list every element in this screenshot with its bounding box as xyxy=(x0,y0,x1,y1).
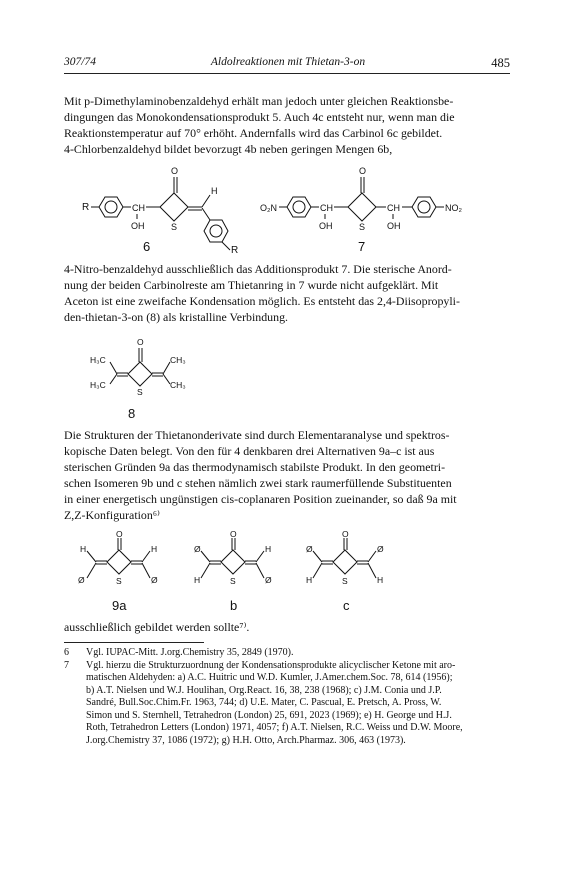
oh-label: OH xyxy=(131,221,145,231)
s-label: S xyxy=(137,387,143,397)
oh-label: OH xyxy=(319,221,333,231)
o-label: O xyxy=(342,530,349,539)
o-label: O xyxy=(116,530,123,539)
text-line: Aceton ist eine zweifache Kondensation möglich. Es entsteht das 2,4-Diisopropyli- xyxy=(64,294,460,308)
paragraph-3 xyxy=(64,427,514,523)
footnote-text: Sandré, Bull.Soc.Chim.Fr. 1963, 744; d) U.E. Mater, C. Pascual, E. Pretsch, A. Pross, W. xyxy=(86,697,442,708)
phenyl-label: Ø xyxy=(265,575,272,585)
header-rule xyxy=(64,73,510,74)
methyl-label: CH₃ xyxy=(170,380,186,390)
structure-8 xyxy=(90,336,200,400)
text-line: Reaktionstemperatur auf 70° erhöht. Andernfalls wird das Carbinol 6c gebildet. xyxy=(64,126,443,140)
h-label: H xyxy=(211,186,218,196)
text-line: ausschließlich gebildet werden sollte⁷⁾. xyxy=(64,620,250,634)
s-label: S xyxy=(171,222,178,232)
paragraph-2 xyxy=(64,261,514,325)
ch-label: CH xyxy=(387,203,400,213)
h-label: H xyxy=(265,544,272,554)
footnote-text: b) A.T. Nielsen und W.J. Houlihan, Org.React. 16, 38, 238 (1968); c) J.M. Conia und J.P. xyxy=(86,684,442,696)
s-label: S xyxy=(342,576,348,586)
text-line: schen Isomeren 9b und c stehen nämlich zwei stark raumerfüllende Substituenten xyxy=(64,476,452,490)
h-label: H xyxy=(194,575,201,585)
footnote-text: Simon und S. Sternhell, Tetrahedron (London) 25, 691, 2023 (1969); e) H. George und H.J. xyxy=(86,709,452,721)
compound-7 xyxy=(260,166,463,232)
compound-6 xyxy=(82,166,238,256)
text-line: Z,Z-Konfiguration⁶⁾ xyxy=(64,508,160,522)
compound-label-7: 7 xyxy=(358,239,366,254)
isomer-9a xyxy=(78,530,158,586)
phenyl-label: Ø xyxy=(377,544,384,554)
phenyl-label: Ø xyxy=(194,544,201,554)
footnotes xyxy=(64,647,514,747)
phenyl-label: Ø xyxy=(151,575,158,585)
text-line: in einer energetisch ungünstigen cis-coplanaren Position zueinander, so daß 9a mit xyxy=(64,492,457,506)
text-line: nung der beiden Carbinolreste am Thietanring in 7 wurde nicht aufgeklärt. Mit xyxy=(64,278,439,292)
h-label: H xyxy=(377,575,384,585)
isomer-9b xyxy=(194,530,272,586)
h-label: H xyxy=(306,575,313,585)
text-line: Mit p-Dimethylaminobenzaldehyd erhält man jedoch unter gleichen Reaktionsbe- xyxy=(64,94,454,108)
s-label: S xyxy=(116,576,122,586)
phenyl-label: Ø xyxy=(78,575,85,585)
h-label: H xyxy=(80,544,87,554)
compound-label-9a: 9a xyxy=(112,598,127,613)
paragraph-4 xyxy=(64,619,514,635)
running-title: Aldolreaktionen mit Thietan-3-on xyxy=(210,56,366,68)
o-label: O xyxy=(359,166,367,176)
oh-label: OH xyxy=(387,221,401,231)
compound-label-6: 6 xyxy=(143,239,151,254)
h-label: H xyxy=(151,544,158,554)
text-line: sterischen Gründen 9a das thermodynamisch stabilste Produkt. In den geometri- xyxy=(64,460,446,474)
footnote-7 xyxy=(64,660,514,673)
nitro-label: O₂N xyxy=(260,203,277,213)
isomer-9c xyxy=(306,530,384,586)
s-label: S xyxy=(359,222,366,232)
o-label: O xyxy=(230,530,237,539)
footnote-rule xyxy=(64,642,204,643)
compound-label-c: c xyxy=(343,598,350,613)
nitro-label: NO₂ xyxy=(445,203,462,213)
footnote-6 xyxy=(64,647,514,660)
ch-label: CH xyxy=(320,203,333,213)
footnote-number: 6 xyxy=(64,647,69,658)
o-label: O xyxy=(137,337,144,347)
methyl-label: H₃C xyxy=(90,380,106,390)
footnote-text: J.org.Chemistry 37, 1086 (1972); g) H.H. Otto, Arch.Pharmaz. 306, 463 (1973). xyxy=(86,734,406,746)
text-line: Die Strukturen der Thietanonderivate sind durch Elementaranalyse und spektros- xyxy=(64,428,450,442)
compound-label-b: b xyxy=(230,598,238,613)
r-substituent-label: R xyxy=(231,245,239,256)
structures-6-7 xyxy=(60,164,530,256)
o-label: O xyxy=(171,166,179,176)
journal-volume: 307/74 xyxy=(64,56,96,68)
page-number: 485 xyxy=(491,56,510,70)
ch-label: CH xyxy=(132,203,145,213)
paragraph-1 xyxy=(64,93,514,157)
text-line: 4-Chlorbenzaldehyd bildet bevorzugt 4b neben geringen Mengen 6b, xyxy=(64,142,393,156)
text-line: dingungen das Monokondensationsprodukt 5. Auch 4c entsteht nur, wenn man die xyxy=(64,110,455,124)
footnote-text: Vgl. hierzu die Strukturzuordnung der Kondensationsprodukte alicyclischer Ketone mit aro- xyxy=(86,659,456,671)
methyl-label: CH₃ xyxy=(170,355,186,365)
structures-9a-b-c xyxy=(70,530,390,592)
text-line: kopische Daten belegt. Von den für 4 denkbaren drei Alternativen 9a–c ist aus xyxy=(64,444,435,458)
s-label: S xyxy=(230,576,236,586)
footnote-text: matischen Aldehyden: a) A.C. Huitric und W.D. Kumler, J.Amer.chem.Soc. 78, 614 (1956); xyxy=(86,672,453,683)
phenyl-label: Ø xyxy=(306,544,313,554)
text-line: den-thietan-3-on (8) als kristalline Verbindung. xyxy=(64,310,288,324)
text-line: 4-Nitro-benzaldehyd ausschließlich das Additionsprodukt 7. Die sterische Anord- xyxy=(64,262,452,276)
footnote-number: 7 xyxy=(64,659,69,671)
methyl-label: H₃C xyxy=(90,355,106,365)
r-substituent-label: R xyxy=(82,202,90,213)
compound-label-8: 8 xyxy=(128,406,136,421)
footnote-text: Vgl. IUPAC-Mitt. J.org.Chemistry 35, 2849 (1970). xyxy=(86,647,294,658)
footnote-text: Roth, Tetrahedron Letters (London) 1971, 4057; f) A.T. Nielsen, R.C. Weiss und D.W. Moore, xyxy=(86,722,463,733)
